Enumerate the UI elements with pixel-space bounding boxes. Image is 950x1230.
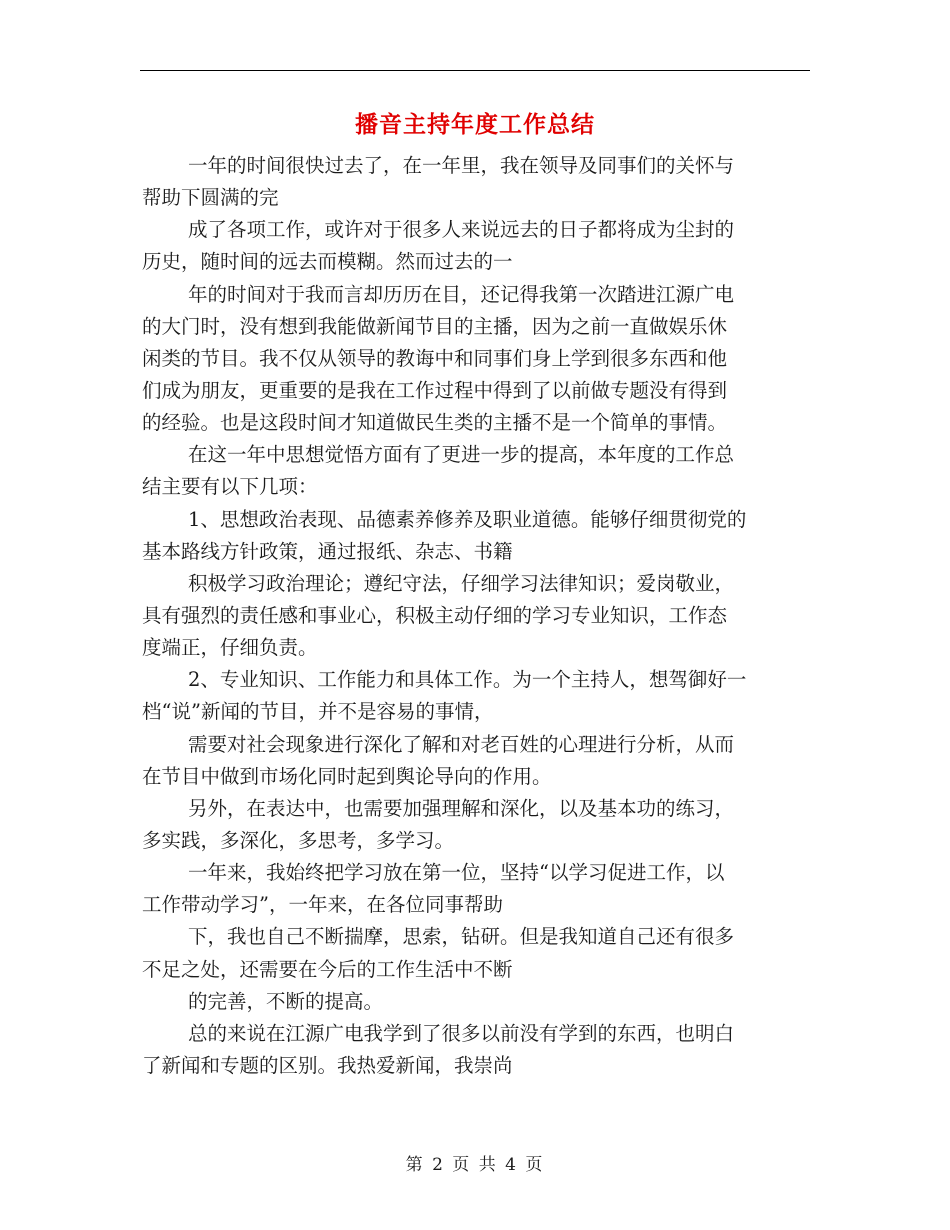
text-line: 年的时间对于我而言却历历在目，还记得我第一次踏进江源广电 <box>188 282 735 306</box>
text-line: 一年的时间很快过去了，在一年里，我在领导及同事们的关怀与 <box>188 154 735 177</box>
text-line: 一年来，我始终把学习放在第一位，坚持“以学习促进工作，以 <box>188 861 725 885</box>
text-line: 结主要有以下几项： <box>142 475 318 499</box>
text-line: 档“说”新闻的节目，并不是容易的事情， <box>142 700 494 724</box>
text-line: 的经验。也是这段时间才知道做民生类的主播不是一个简单的事情。 <box>142 411 728 435</box>
text-line: 2、专业知识、工作能力和具体工作。为一个主持人，想驾御好一 <box>188 668 747 692</box>
text-line: 另外，在表达中，也需要加强理解和深化，以及基本功的练习， <box>188 796 735 820</box>
text-line: 度端正，仔细负责。 <box>142 636 318 660</box>
text-line: 历史，随时间的远去而模糊。然而过去的一 <box>142 250 513 274</box>
text-line: 积极学习政治理论；遵纪守法，仔细学习法律知识；爱岗敬业， <box>188 571 735 595</box>
header-rule <box>140 70 810 71</box>
text-line: 下，我也自己不断揣摩，思索，钻研。但是我知道自己还有很多 <box>188 925 735 949</box>
text-line: 具有强烈的责任感和事业心，积极主动仔细的学习专业知识，工作态 <box>142 603 728 627</box>
text-line: 闲类的节目。我不仅从领导的教诲中和同事们身上学到很多东西和他 <box>142 346 728 370</box>
text-line: 工作带动学习”，一年来，在各位同事帮助 <box>142 893 503 917</box>
text-line: 需要对社会现象进行深化了解和对老百姓的心理进行分析，从而 <box>188 732 735 756</box>
text-line: 多实践，多深化，多思考，多学习。 <box>142 828 455 852</box>
text-line: 了新闻和专题的区别。我热爱新闻，我崇尚 <box>142 1053 513 1077</box>
text-line: 总的来说在江源广电我学到了很多以前没有学到的东西，也明白 <box>188 1021 735 1045</box>
text-line: 不足之处，还需要在今后的工作生活中不断 <box>142 957 513 981</box>
text-line: 们成为朋友，更重要的是我在工作过程中得到了以前做专题没有得到 <box>142 378 728 402</box>
text-line: 的完善，不断的提高。 <box>188 989 384 1013</box>
text-line: 帮助下圆满的完 <box>142 186 279 210</box>
text-line: 成了各项工作，或许对于很多人来说远去的日子都将成为尘封的 <box>188 218 735 242</box>
text-line: 在节目中做到市场化同时起到舆论导向的作用。 <box>142 764 552 788</box>
text-line: 的大门时，没有想到我能做新闻节目的主播，因为之前一直做娱乐休 <box>142 314 728 338</box>
text-line: 基本路线方针政策，通过报纸、杂志、书籍 <box>142 539 513 563</box>
text-line: 1、思想政治表现、品德素养修养及职业道德。能够仔细贯彻党的 <box>188 507 747 531</box>
text-line: 在这一年中思想觉悟方面有了更进一步的提高，本年度的工作总 <box>188 443 735 467</box>
page-footer: 第 2 页 共 4 页 <box>405 1155 545 1175</box>
document-body <box>142 150 810 1082</box>
page-title: 播音主持年度工作总结 <box>355 111 595 138</box>
